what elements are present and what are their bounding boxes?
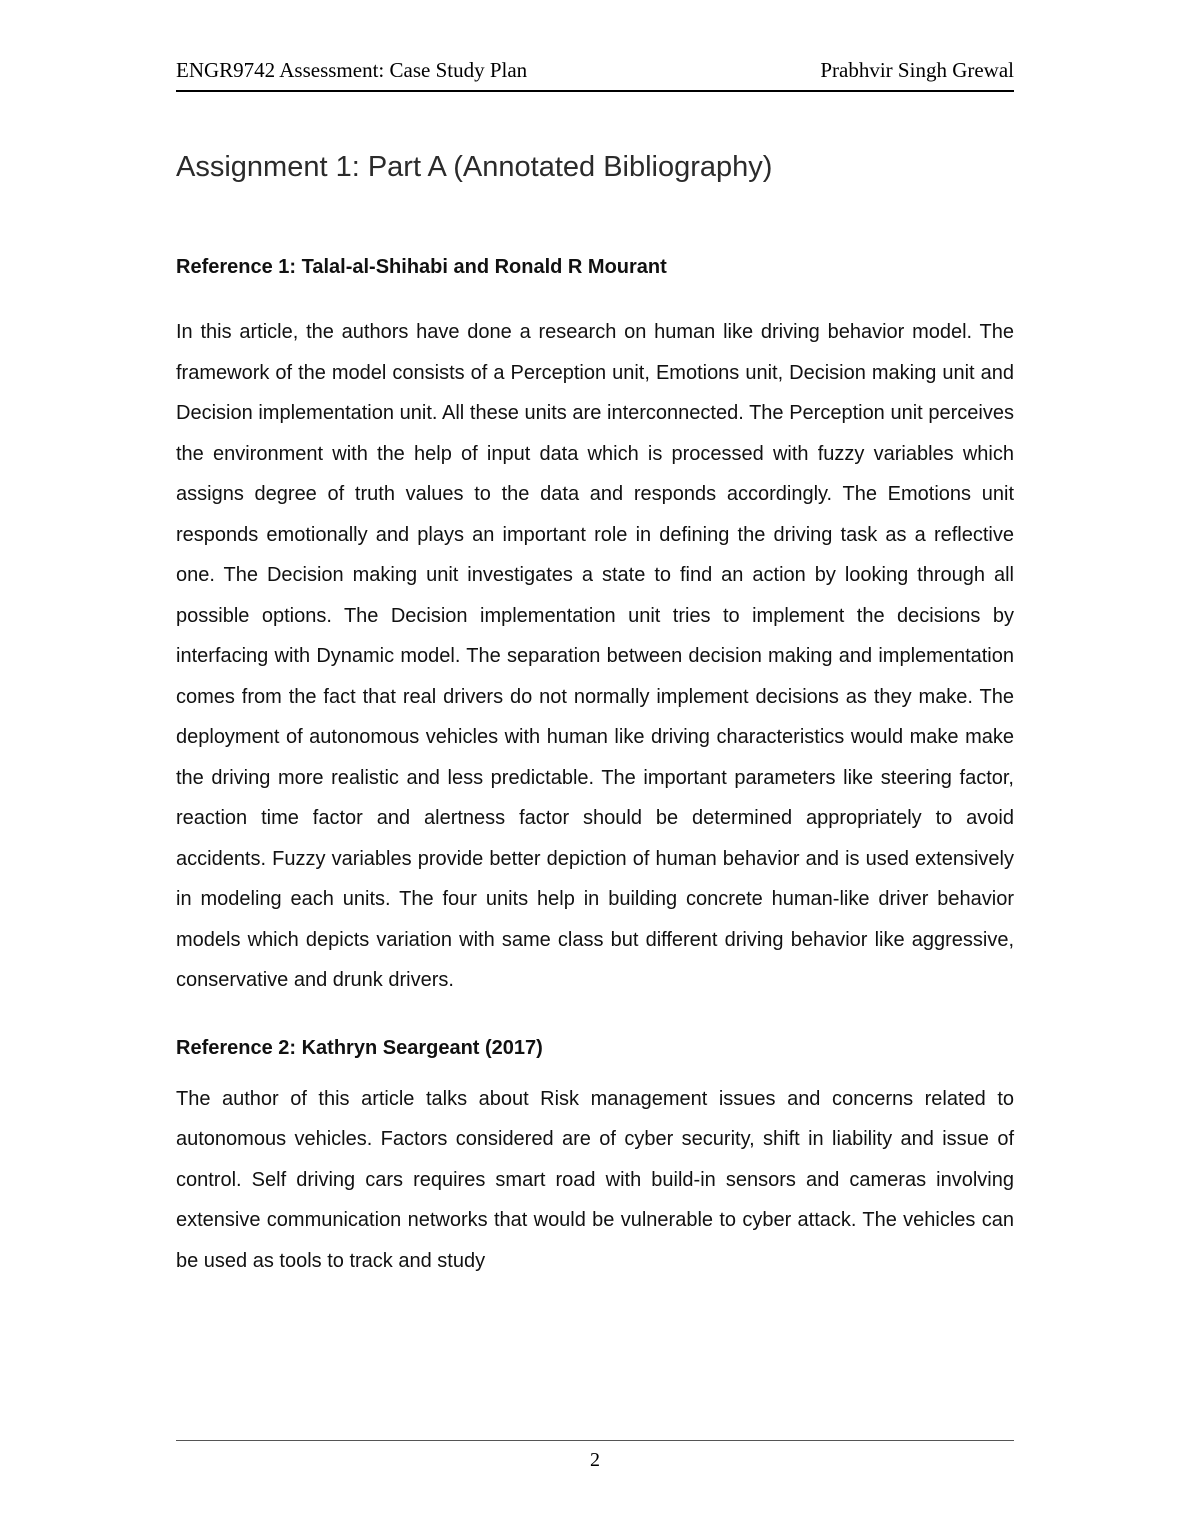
reference-section-1 xyxy=(176,254,1014,1001)
page-header xyxy=(176,58,1014,92)
reference-1-heading: Reference 1: Talal-al-Shihabi and Ronald R Mourant xyxy=(176,256,667,278)
reference-1-body: In this article, the authors have done a research on human like driving behavior model. The framework of the model consists of a Perception unit, Emotions unit, Decision making unit and Decision implementation unit. All these units are interconnected. The Perception unit perceives the environment with the help of input data which is processed with fuzzy variables which assigns degree of truth values to the data and responds accordingly. The Emotions unit responds emotionally and plays an important role in defining the driving task as a reflective one. The Decision making unit investigates a state to find an action by looking through all possible options. The Decision implementation unit tries to implement the decisions by interfacing with Dynamic model. The separation between decision making and implementation comes from the fact that real drivers do not normally implement decisions as they make. The deployment of autonomous vehicles with human like driving characteristics would make make the driving more realistic and less predictable. The important parameters like steering factor, reaction time factor and alertness factor should be determined appropriately to avoid accidents. Fuzzy variables provide better depiction of human behavior and is used extensively in modeling each units. The four units help in building concrete human-like driver behavior models which depicts variation with same class but different driving behavior like aggressive, conservative and drunk drivers. xyxy=(176,321,1014,991)
header-author-name: Prabhvir Singh Grewal xyxy=(820,58,1014,82)
reference-2-heading: Reference 2: Kathryn Seargeant (2017) xyxy=(176,1036,543,1059)
reference-section-2 xyxy=(176,1035,1014,1282)
reference-2-body: The author of this article talks about Risk management issues and concerns related to autonomous vehicles. Factors considered are of cyber security, shift in liability and issue of control. Self driving cars requires smart road with build-in sensors and cameras involving extensive communication networks that would be vulnerable to cyber attack. The vehicles can be used as tools to track and study xyxy=(176,1087,1014,1272)
page-number: 2 xyxy=(590,1449,600,1471)
header-course-title: ENGR9742 Assessment: Case Study Plan xyxy=(176,58,528,82)
document-title: Assignment 1: Part A (Annotated Bibliography) xyxy=(176,151,773,183)
page-footer xyxy=(176,1440,1014,1472)
